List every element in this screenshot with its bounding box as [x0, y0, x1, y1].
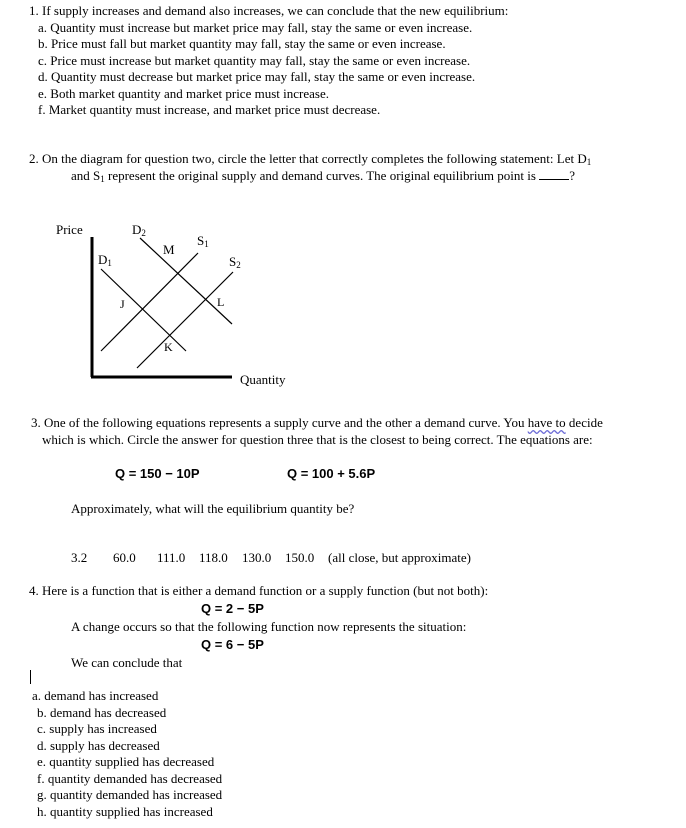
- q4-equation-2: Q = 6 − 5P: [201, 637, 264, 652]
- label-s1: S1: [197, 233, 209, 249]
- q4-question: 4. Here is a function that is either a demand function or a supply function (but not both):: [29, 583, 489, 598]
- supply-demand-diagram: [0, 0, 686, 400]
- q3-prompt: Approximately, what will the equilibrium quantity be?: [71, 501, 355, 516]
- point-j: J: [120, 297, 125, 311]
- supply-curve-s2: [137, 272, 233, 368]
- text-cursor: [30, 670, 31, 684]
- label-d2: D2: [132, 222, 146, 238]
- q1-option-f: f. Market quantity must increase, and market price must decrease.: [38, 102, 381, 117]
- q1-question: 1. If supply increases and demand also increases, we can conclude that the new equilibrium:: [29, 3, 509, 18]
- q4-option-f: f. quantity demanded has decreased: [37, 771, 223, 786]
- q4-option-h: h. quantity supplied has increased: [37, 804, 213, 819]
- y-axis-label: Price: [56, 222, 83, 237]
- q4-option-c: c. supply has increased: [37, 721, 157, 736]
- q1-option-e: e. Both market quantity and market price must increase.: [38, 86, 329, 101]
- q4-conclude: We can conclude that: [71, 655, 183, 670]
- q3-equation-1: Q = 150 − 10P: [115, 466, 200, 481]
- q3-answer-d[interactable]: 118.0: [199, 550, 228, 565]
- q3-answer-e[interactable]: 130.0: [242, 550, 272, 565]
- point-m: M: [163, 242, 175, 257]
- q3-answer-b[interactable]: 60.0: [113, 550, 136, 565]
- supply-curve-s1: [101, 253, 198, 351]
- q4-option-b: b. demand has decreased: [37, 705, 167, 720]
- q1-option-a: a. Quantity must increase but market price may fall, stay the same or even increase.: [38, 20, 473, 35]
- q3-answer-note: (all close, but approximate): [328, 550, 471, 565]
- q2-line2: and S1 represent the original supply and demand curves. The original equilibrium point is ?: [71, 168, 575, 184]
- q3-answer-a[interactable]: 3.2: [71, 550, 88, 565]
- q4-option-e: e. quantity supplied has decreased: [37, 754, 215, 769]
- q4-option-d: d. supply has decreased: [37, 738, 160, 753]
- q3-equation-2: Q = 100 + 5.6P: [287, 466, 376, 481]
- q4-option-g: g. quantity demanded has increased: [37, 787, 223, 802]
- q4-change: A change occurs so that the following function now represents the situation:: [71, 619, 467, 634]
- q3-answer-c[interactable]: 111.0: [157, 550, 186, 565]
- point-l: L: [217, 295, 225, 309]
- x-axis-label: Quantity: [240, 372, 286, 387]
- q2-line1: 2. On the diagram for question two, circle the letter that correctly completes the following statement: Let D1: [29, 151, 592, 167]
- q1-option-d: d. Quantity must decrease but market price may fall, stay the same or even increase.: [38, 69, 476, 84]
- q4-option-a: a. demand has increased: [32, 688, 159, 703]
- q1-option-c: c. Price must increase but market quantity may fall, stay the same or even increase.: [38, 53, 471, 68]
- q4-equation-1: Q = 2 − 5P: [201, 601, 264, 616]
- q3-line1: 3. One of the following equations represents a supply curve and the other a demand curve. You have to decide: [31, 415, 603, 430]
- point-k: K: [164, 340, 173, 354]
- demand-curve-d2: [140, 238, 232, 324]
- label-s2: S2: [229, 254, 241, 270]
- q1-option-b: b. Price must fall but market quantity may fall, stay the same or even increase.: [38, 36, 446, 51]
- q3-answer-f[interactable]: 150.0: [285, 550, 315, 565]
- label-d1: D1: [98, 252, 112, 268]
- q3-line2: which is which. Circle the answer for question three that is the closest to being correct. The equations are:: [42, 432, 593, 447]
